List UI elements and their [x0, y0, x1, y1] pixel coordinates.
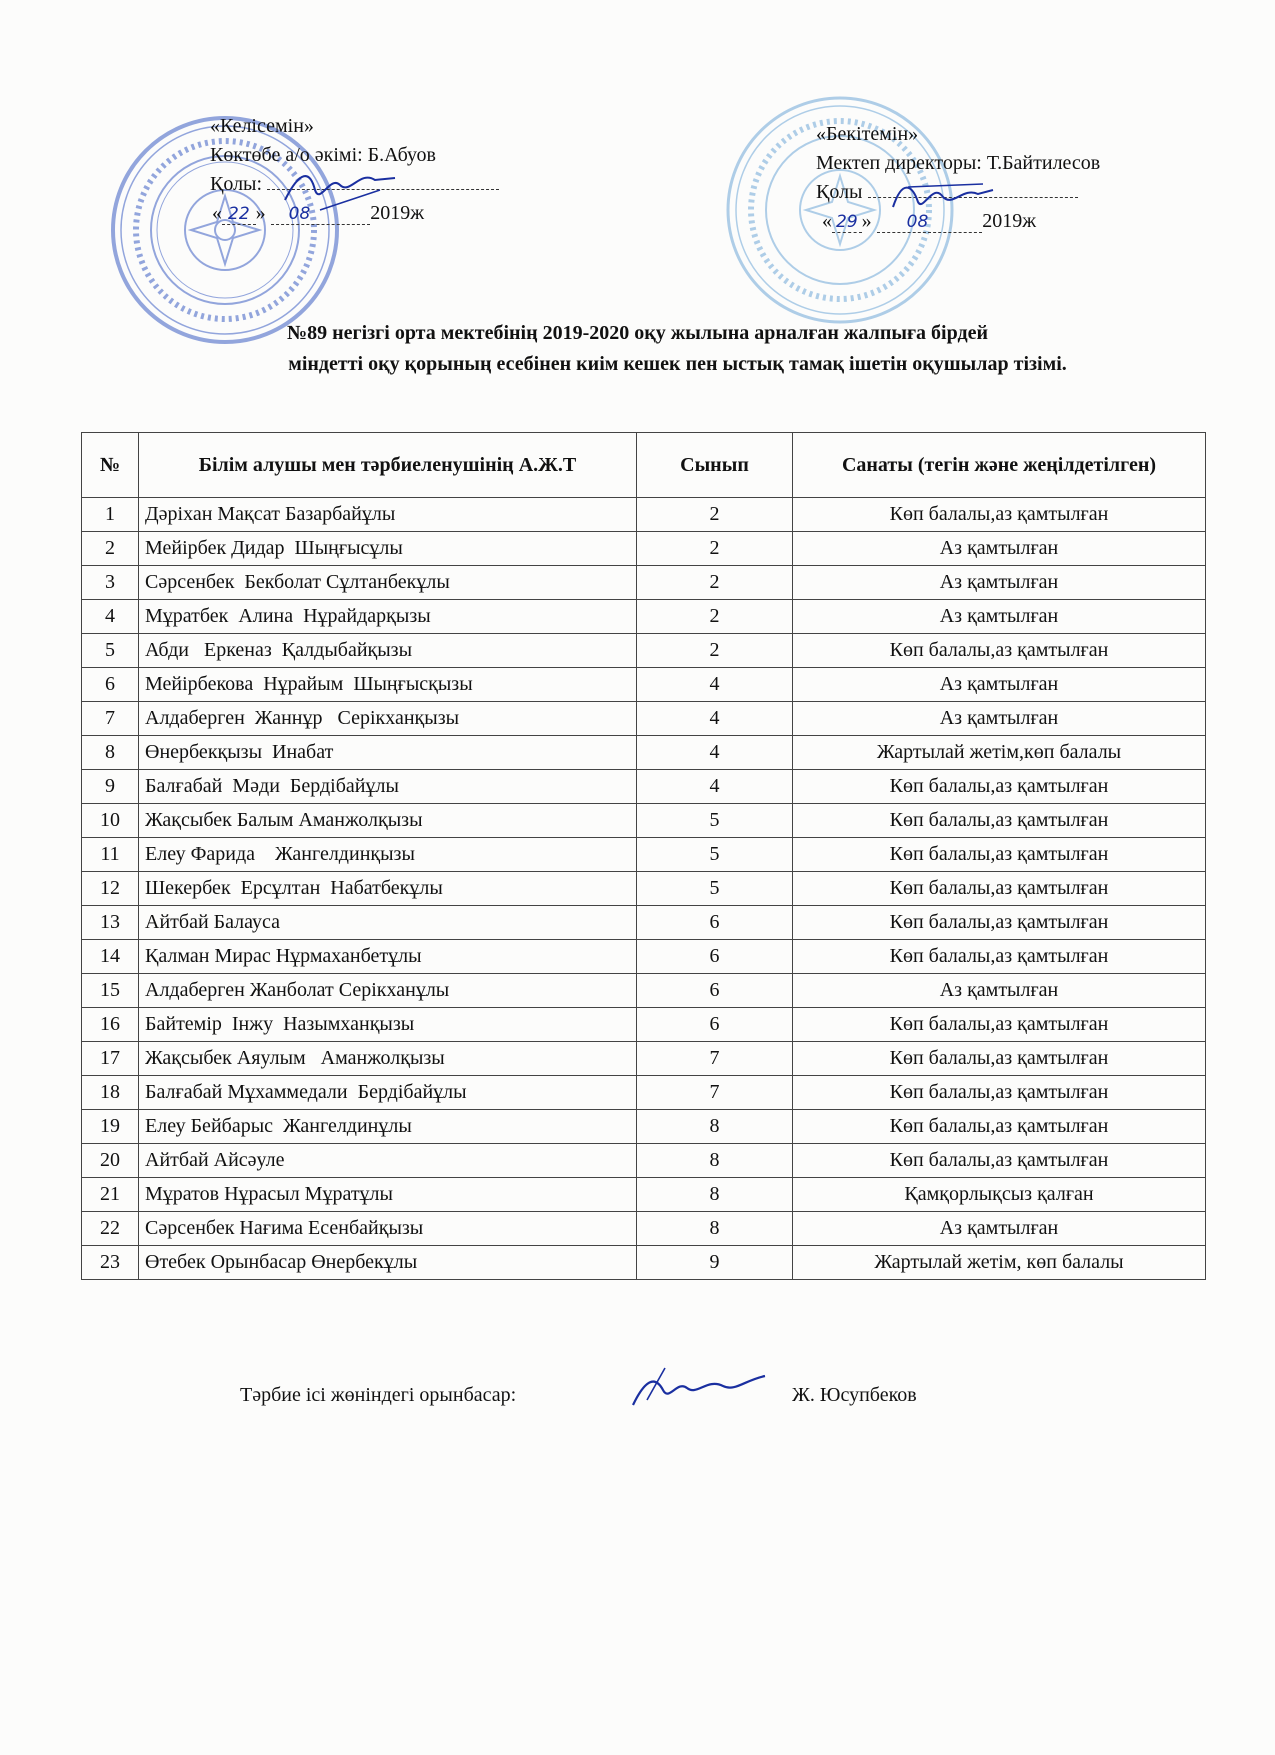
cell-num: 6: [82, 668, 139, 702]
cell-name: Мейірбек Дидар Шыңғысұлы: [139, 532, 637, 566]
cell-class: 5: [637, 838, 793, 872]
left-sign-label: Қолы:: [210, 173, 263, 195]
cell-num: 16: [82, 1008, 139, 1042]
table-row: [82, 1076, 1206, 1110]
table-row: [82, 532, 1206, 566]
cell-name: Байтемір Інжу Назымханқызы: [139, 1008, 637, 1042]
cell-num: 17: [82, 1042, 139, 1076]
cell-num: 15: [82, 974, 139, 1008]
table-row: [82, 838, 1206, 872]
cell-num: 13: [82, 906, 139, 940]
left-approval-date: « 22 » 08 2019ж: [212, 202, 425, 224]
table-header-row: [82, 433, 1206, 498]
right-date-day: 29: [832, 212, 862, 233]
cell-name: Айтбай Балауса: [139, 906, 637, 940]
cell-category: Аз қамтылған: [793, 532, 1206, 566]
cell-category: Аз қамтылған: [793, 600, 1206, 634]
cell-class: 6: [637, 940, 793, 974]
cell-category: Жартылай жетім, көп балалы: [793, 1246, 1206, 1280]
cell-category: Жартылай жетім,көп балалы: [793, 736, 1206, 770]
students-table: [81, 432, 1206, 1280]
cell-category: Көп балалы,аз қамтылған: [793, 940, 1206, 974]
cell-category: Аз қамтылған: [793, 668, 1206, 702]
cell-num: 10: [82, 804, 139, 838]
footer-handwritten-signature: [625, 1360, 775, 1420]
cell-num: 14: [82, 940, 139, 974]
document-title: [0, 318, 1275, 380]
cell-num: 1: [82, 498, 139, 532]
cell-num: 4: [82, 600, 139, 634]
header-num: №: [82, 433, 139, 498]
table-row: [82, 1144, 1206, 1178]
left-date-day: 22: [222, 204, 256, 225]
cell-class: 7: [637, 1042, 793, 1076]
cell-name: Жақсыбек Аяулым Аманжолқызы: [139, 1042, 637, 1076]
left-approval-position: Көктөбе а/о әкімі: Б.Абуов: [210, 144, 436, 166]
cell-category: Көп балалы,аз қамтылған: [793, 770, 1206, 804]
left-handwritten-signature: [280, 160, 400, 220]
right-approval-heading: «Бекітемін»: [816, 123, 919, 145]
cell-name: Мұратбек Алина Нұрайдарқызы: [139, 600, 637, 634]
cell-class: 4: [637, 736, 793, 770]
table-row: [82, 804, 1206, 838]
cell-name: Жақсыбек Балым Аманжолқызы: [139, 804, 637, 838]
cell-class: 8: [637, 1110, 793, 1144]
cell-num: 21: [82, 1178, 139, 1212]
cell-name: Дәріхан Мақсат Базарбайұлы: [139, 498, 637, 532]
table-body: [82, 498, 1206, 1280]
cell-name: Елеу Фарида Жангелдинқызы: [139, 838, 637, 872]
document-title-line-2: міндетті оқу қорының есебінен киім кешек пен ыстық тамақ ішетін оқушылар тізімі.: [288, 353, 1067, 375]
cell-class: 5: [637, 804, 793, 838]
cell-name: Абди Еркеназ Қалдыбайқызы: [139, 634, 637, 668]
cell-num: 2: [82, 532, 139, 566]
table-row: [82, 872, 1206, 906]
cell-category: Көп балалы,аз қамтылған: [793, 1008, 1206, 1042]
table-row: [82, 974, 1206, 1008]
cell-name: Елеу Бейбарыс Жангелдинұлы: [139, 1110, 637, 1144]
cell-num: 18: [82, 1076, 139, 1110]
cell-category: Аз қамтылған: [793, 974, 1206, 1008]
cell-num: 7: [82, 702, 139, 736]
cell-num: 22: [82, 1212, 139, 1246]
right-sign-label: Қолы: [816, 181, 863, 203]
table-row: [82, 668, 1206, 702]
cell-class: 2: [637, 634, 793, 668]
cell-category: Көп балалы,аз қамтылған: [793, 804, 1206, 838]
left-date-month: 08: [271, 204, 371, 225]
right-approval-position: Мектеп директоры: Т.Байтилесов: [816, 152, 1101, 174]
table-row: [82, 566, 1206, 600]
cell-class: 8: [637, 1212, 793, 1246]
cell-class: 4: [637, 770, 793, 804]
header-class: Сынып: [637, 433, 793, 498]
cell-name: Алдаберген Жанболат Серікханұлы: [139, 974, 637, 1008]
table-row: [82, 1008, 1206, 1042]
cell-num: 19: [82, 1110, 139, 1144]
cell-class: 6: [637, 974, 793, 1008]
cell-name: Айтбай Айсәуле: [139, 1144, 637, 1178]
table-row: [82, 634, 1206, 668]
table-row: [82, 1110, 1206, 1144]
cell-class: 8: [637, 1178, 793, 1212]
cell-name: Өтебек Орынбасар Өнербекұлы: [139, 1246, 637, 1280]
cell-name: Алдаберген Жаннұр Серікханқызы: [139, 702, 637, 736]
table-row: [82, 1178, 1206, 1212]
footer-role: Тәрбие ісі жөніндегі орынбасар:: [240, 1384, 517, 1406]
cell-num: 9: [82, 770, 139, 804]
cell-num: 11: [82, 838, 139, 872]
cell-class: 4: [637, 702, 793, 736]
table-row: [82, 702, 1206, 736]
cell-num: 5: [82, 634, 139, 668]
cell-class: 4: [637, 668, 793, 702]
cell-category: Көп балалы,аз қамтылған: [793, 1042, 1206, 1076]
cell-name: Сәрсенбек Нағима Есенбайқызы: [139, 1212, 637, 1246]
cell-class: 5: [637, 872, 793, 906]
cell-category: Көп балалы,аз қамтылған: [793, 1076, 1206, 1110]
cell-name: Мейірбекова Нұрайым Шыңғысқызы: [139, 668, 637, 702]
cell-category: Аз қамтылған: [793, 702, 1206, 736]
cell-name: Шекербек Ерсұлтан Набатбекұлы: [139, 872, 637, 906]
cell-num: 23: [82, 1246, 139, 1280]
left-date-year: 2019ж: [370, 202, 425, 224]
table-row: [82, 1042, 1206, 1076]
table-row: [82, 906, 1206, 940]
document-title-line-1: №89 негізгі орта мектебінің 2019-2020 оқу жылына арналған жалпыға бірдей: [287, 322, 988, 344]
cell-category: Көп балалы,аз қамтылған: [793, 838, 1206, 872]
cell-category: Көп балалы,аз қамтылған: [793, 498, 1206, 532]
cell-category: Көп балалы,аз қамтылған: [793, 634, 1206, 668]
cell-class: 7: [637, 1076, 793, 1110]
cell-category: Көп балалы,аз қамтылған: [793, 1110, 1206, 1144]
cell-num: 12: [82, 872, 139, 906]
right-approval-date: « 29 » 08 2019ж: [822, 210, 1037, 232]
cell-class: 2: [637, 532, 793, 566]
cell-category: Аз қамтылған: [793, 566, 1206, 600]
cell-name: Қалман Мирас Нұрмаханбетұлы: [139, 940, 637, 974]
cell-name: Сәрсенбек Бекболат Сұлтанбекұлы: [139, 566, 637, 600]
cell-name: Балғабай Мұхаммедали Бердібайұлы: [139, 1076, 637, 1110]
cell-class: 2: [637, 600, 793, 634]
cell-category: Көп балалы,аз қамтылған: [793, 1144, 1206, 1178]
cell-class: 6: [637, 1008, 793, 1042]
cell-class: 2: [637, 566, 793, 600]
table-row: [82, 736, 1206, 770]
footer-name: Ж. Юсупбеков: [792, 1384, 917, 1406]
cell-class: 8: [637, 1144, 793, 1178]
cell-class: 2: [637, 498, 793, 532]
cell-name: Мұратов Нұрасыл Мұратұлы: [139, 1178, 637, 1212]
table-row: [82, 498, 1206, 532]
table-row: [82, 1212, 1206, 1246]
header-name: Білім алушы мен тәрбиеленушінің А.Ж.Т: [139, 433, 637, 498]
cell-num: 3: [82, 566, 139, 600]
header-category: Санаты (тегін және жеңілдетілген): [793, 433, 1206, 498]
right-handwritten-signature: [888, 172, 998, 222]
cell-name: Өнербекқызы Инабат: [139, 736, 637, 770]
right-date-month: 08: [877, 212, 983, 233]
cell-num: 8: [82, 736, 139, 770]
table-row: [82, 940, 1206, 974]
cell-name: Балғабай Мәди Бердібайұлы: [139, 770, 637, 804]
cell-category: Көп балалы,аз қамтылған: [793, 906, 1206, 940]
cell-class: 6: [637, 906, 793, 940]
table-row: [82, 770, 1206, 804]
cell-category: Қамқорлықсыз қалған: [793, 1178, 1206, 1212]
right-date-year: 2019ж: [982, 210, 1037, 232]
table-row: [82, 1246, 1206, 1280]
cell-category: Көп балалы,аз қамтылған: [793, 872, 1206, 906]
table-row: [82, 600, 1206, 634]
left-approval-heading: «Келісемін»: [210, 115, 314, 137]
cell-num: 20: [82, 1144, 139, 1178]
cell-class: 9: [637, 1246, 793, 1280]
cell-category: Аз қамтылған: [793, 1212, 1206, 1246]
